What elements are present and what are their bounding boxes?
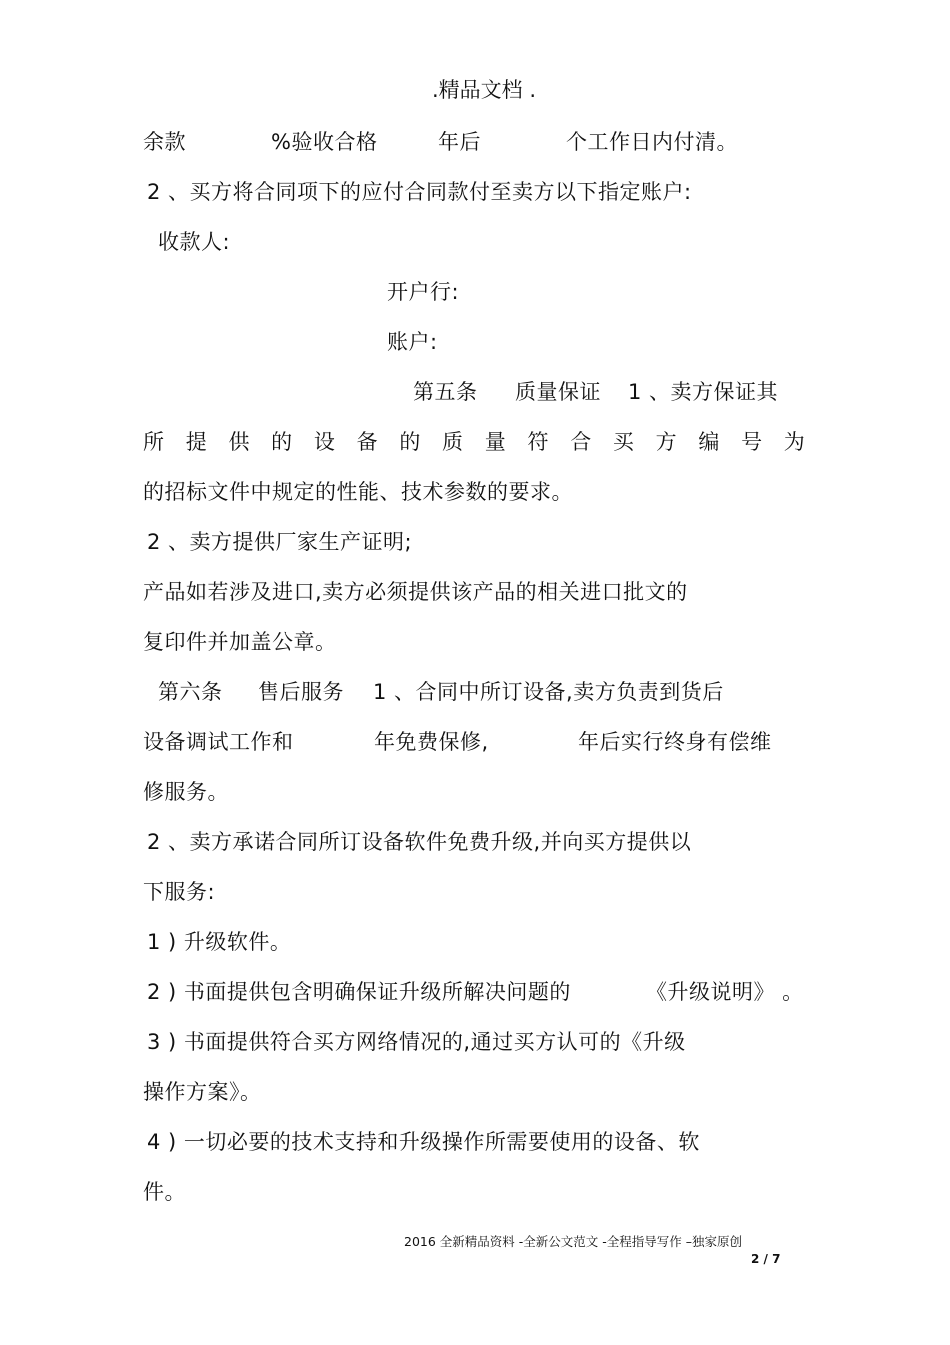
spread-char: 方 [655,430,677,454]
service-item-3-line2: 操作方案》。 [143,1080,262,1104]
page-header [0,76,950,104]
article6-clause1-start: 1 、合同中所订设备,卖方负责到货后 [373,680,724,704]
service-item-2a: 2 ) 书面提供包含明确保证升级所解决问题的 [147,980,571,1004]
spread-char: 为 [783,430,805,454]
spread-char: 买 [612,430,634,454]
payment-account-clause: 2 、买方将合同项下的应付合同款付至卖方以下指定账户: [147,180,692,204]
service-item-3-line1: 3 ) 书面提供符合买方网络情况的,通过买方认可的《升级 [147,1030,686,1054]
bank-label: 开户行: [387,280,460,304]
service-item-4-line2: 件。 [143,1180,186,1204]
article5-clause3-line2: 复印件并加盖公章。 [143,630,337,654]
article5-subtitle: 质量保证 [515,380,601,404]
article5-title: 第五条 [413,380,478,404]
spread-char: 供 [228,430,250,454]
article5-clause3-line1: 产品如若涉及进口,卖方必须提供该产品的相关进口批文的 [143,580,688,604]
article6-title: 第六条 [158,680,223,704]
service-item-1: 1 ) 升级软件。 [147,930,292,954]
article6-clause1-line2-b: 年免费保修, [374,730,489,754]
article5-clause1-start: 1 、卖方保证其 [628,380,779,404]
spread-char: 的 [399,430,421,454]
service-item-4-line1: 4 ) 一切必要的技术支持和升级操作所需要使用的设备、软 [147,1130,700,1154]
article6-clause2-line1: 2 、卖方承诺合同所订设备软件免费升级,并向买方提供以 [147,830,692,854]
header-title: .精品文档 . [431,78,537,102]
spread-char: 提 [185,430,207,454]
spread-char: 设 [313,430,335,454]
article6-clause2-line2: 下服务: [143,880,216,904]
article6-clause1-line2-a: 设备调试工作和 [143,730,294,754]
spread-char: 备 [356,430,378,454]
spread-char: 合 [570,430,592,454]
account-label: 账户: [387,330,438,354]
balance-part-3: 年后 [438,130,481,154]
article5-clause2: 2 、卖方提供厂家生产证明; [147,530,413,554]
spread-char: 所 [143,430,164,454]
article6-clause1-line3: 修服务。 [143,780,229,804]
balance-part-1: 余款 [143,130,186,154]
page-number: 2 / 7 [751,1252,781,1266]
spread-char: 号 [741,430,763,454]
spread-char: 的 [271,430,293,454]
article5-clause1-end: 的招标文件中规定的性能、技术参数的要求。 [143,480,573,504]
article6-subtitle: 售后服务 [258,680,344,704]
balance-part-4: 个工作日内付清。 [566,130,738,154]
payee-label: 收款人: [158,230,231,254]
article5-clause1-spread [143,428,805,456]
page-footer: 2016 全新精品资料 -全新公文范文 -全程指导写作 –独家原创 [404,1234,742,1249]
service-item-2b: 《升级说明》 。 [646,980,804,1004]
article6-clause1-line2-c: 年后实行终身有偿维 [578,730,772,754]
spread-char: 符 [527,430,549,454]
spread-char: 量 [484,430,506,454]
spread-char: 编 [698,430,720,454]
spread-char: 质 [442,430,464,454]
balance-part-2: %验收合格 [271,130,378,154]
